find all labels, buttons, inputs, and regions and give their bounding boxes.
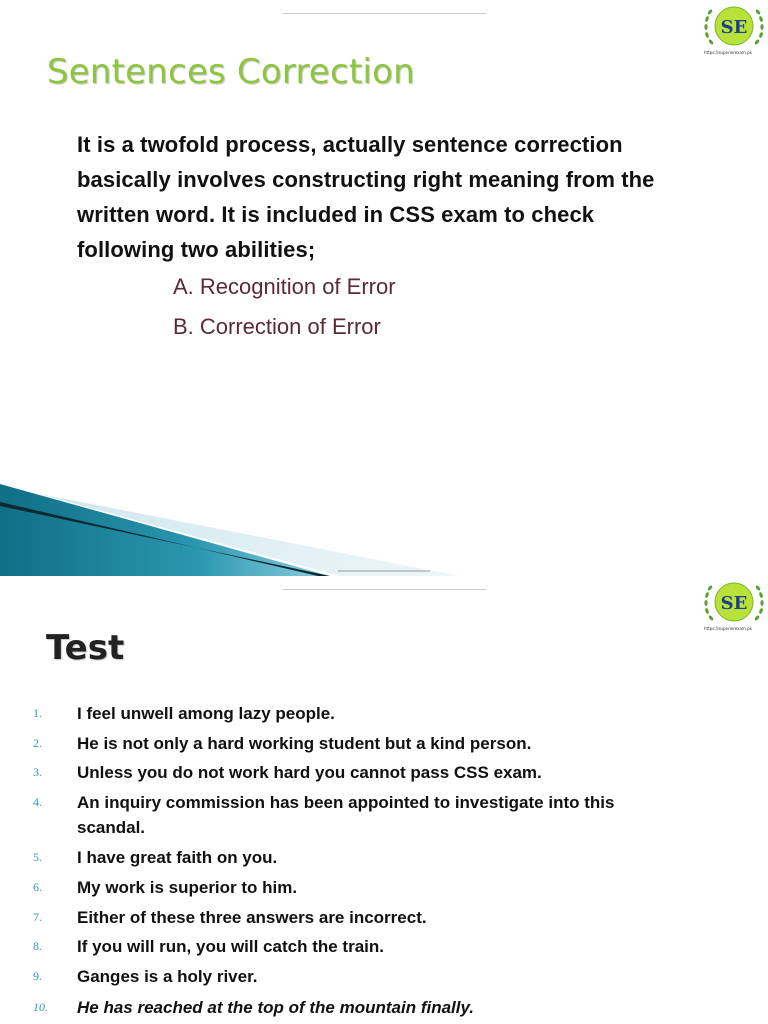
item-text: I have great faith on you. xyxy=(77,848,278,867)
slide-test xyxy=(0,576,768,1024)
item-text: I feel unwell among lazy people. xyxy=(77,704,335,723)
logo-text: SE xyxy=(720,17,748,38)
top-divider xyxy=(283,589,486,590)
logo-url: https://superiorexam.pk xyxy=(704,50,752,55)
item-number: 10. xyxy=(33,1000,48,1014)
ability-recognition: A. Recognition of Error xyxy=(173,274,396,299)
decorative-swoosh xyxy=(0,484,460,576)
logo-text: SE xyxy=(720,593,748,614)
paragraph-line: basically involves constructing right meaning from the xyxy=(77,167,655,192)
item-text: An inquiry commission has been appointed to investigate into this scandal. xyxy=(77,793,615,837)
paragraph-line: written word. It is included in CSS exam to check xyxy=(77,202,595,227)
item-number: 9. xyxy=(33,969,42,983)
page-title: Sentences Correction xyxy=(47,52,415,92)
item-number: 4. xyxy=(33,795,42,809)
intro-paragraph xyxy=(77,127,737,267)
item-number: 6. xyxy=(33,880,42,894)
item-number: 1. xyxy=(33,706,42,720)
top-divider xyxy=(283,13,486,14)
item-text: If you will run, you will catch the train. xyxy=(77,937,384,956)
item-text: Ganges is a holy river. xyxy=(77,967,258,986)
paragraph-line: following two abilities; xyxy=(77,237,316,262)
item-number: 5. xyxy=(33,850,42,864)
item-text: He has reached at the top of the mountain finally. xyxy=(77,998,475,1017)
item-text: He is not only a hard working student but a kind person. xyxy=(77,734,532,753)
item-text: Either of these three answers are incorrect. xyxy=(77,908,427,927)
paragraph-line: It is a twofold process, actually sentence correction xyxy=(77,132,623,157)
item-text: Unless you do not work hard you cannot pass CSS exam. xyxy=(77,763,542,782)
item-number: 7. xyxy=(33,910,42,924)
logo-url: https://superiorexam.pk xyxy=(704,626,752,631)
item-number: 2. xyxy=(33,736,42,750)
item-number: 8. xyxy=(33,939,42,953)
item-number: 3. xyxy=(33,765,42,779)
ability-correction: B. Correction of Error xyxy=(173,314,381,339)
item-text: My work is superior to him. xyxy=(77,878,298,897)
page-title: Test xyxy=(46,628,125,668)
